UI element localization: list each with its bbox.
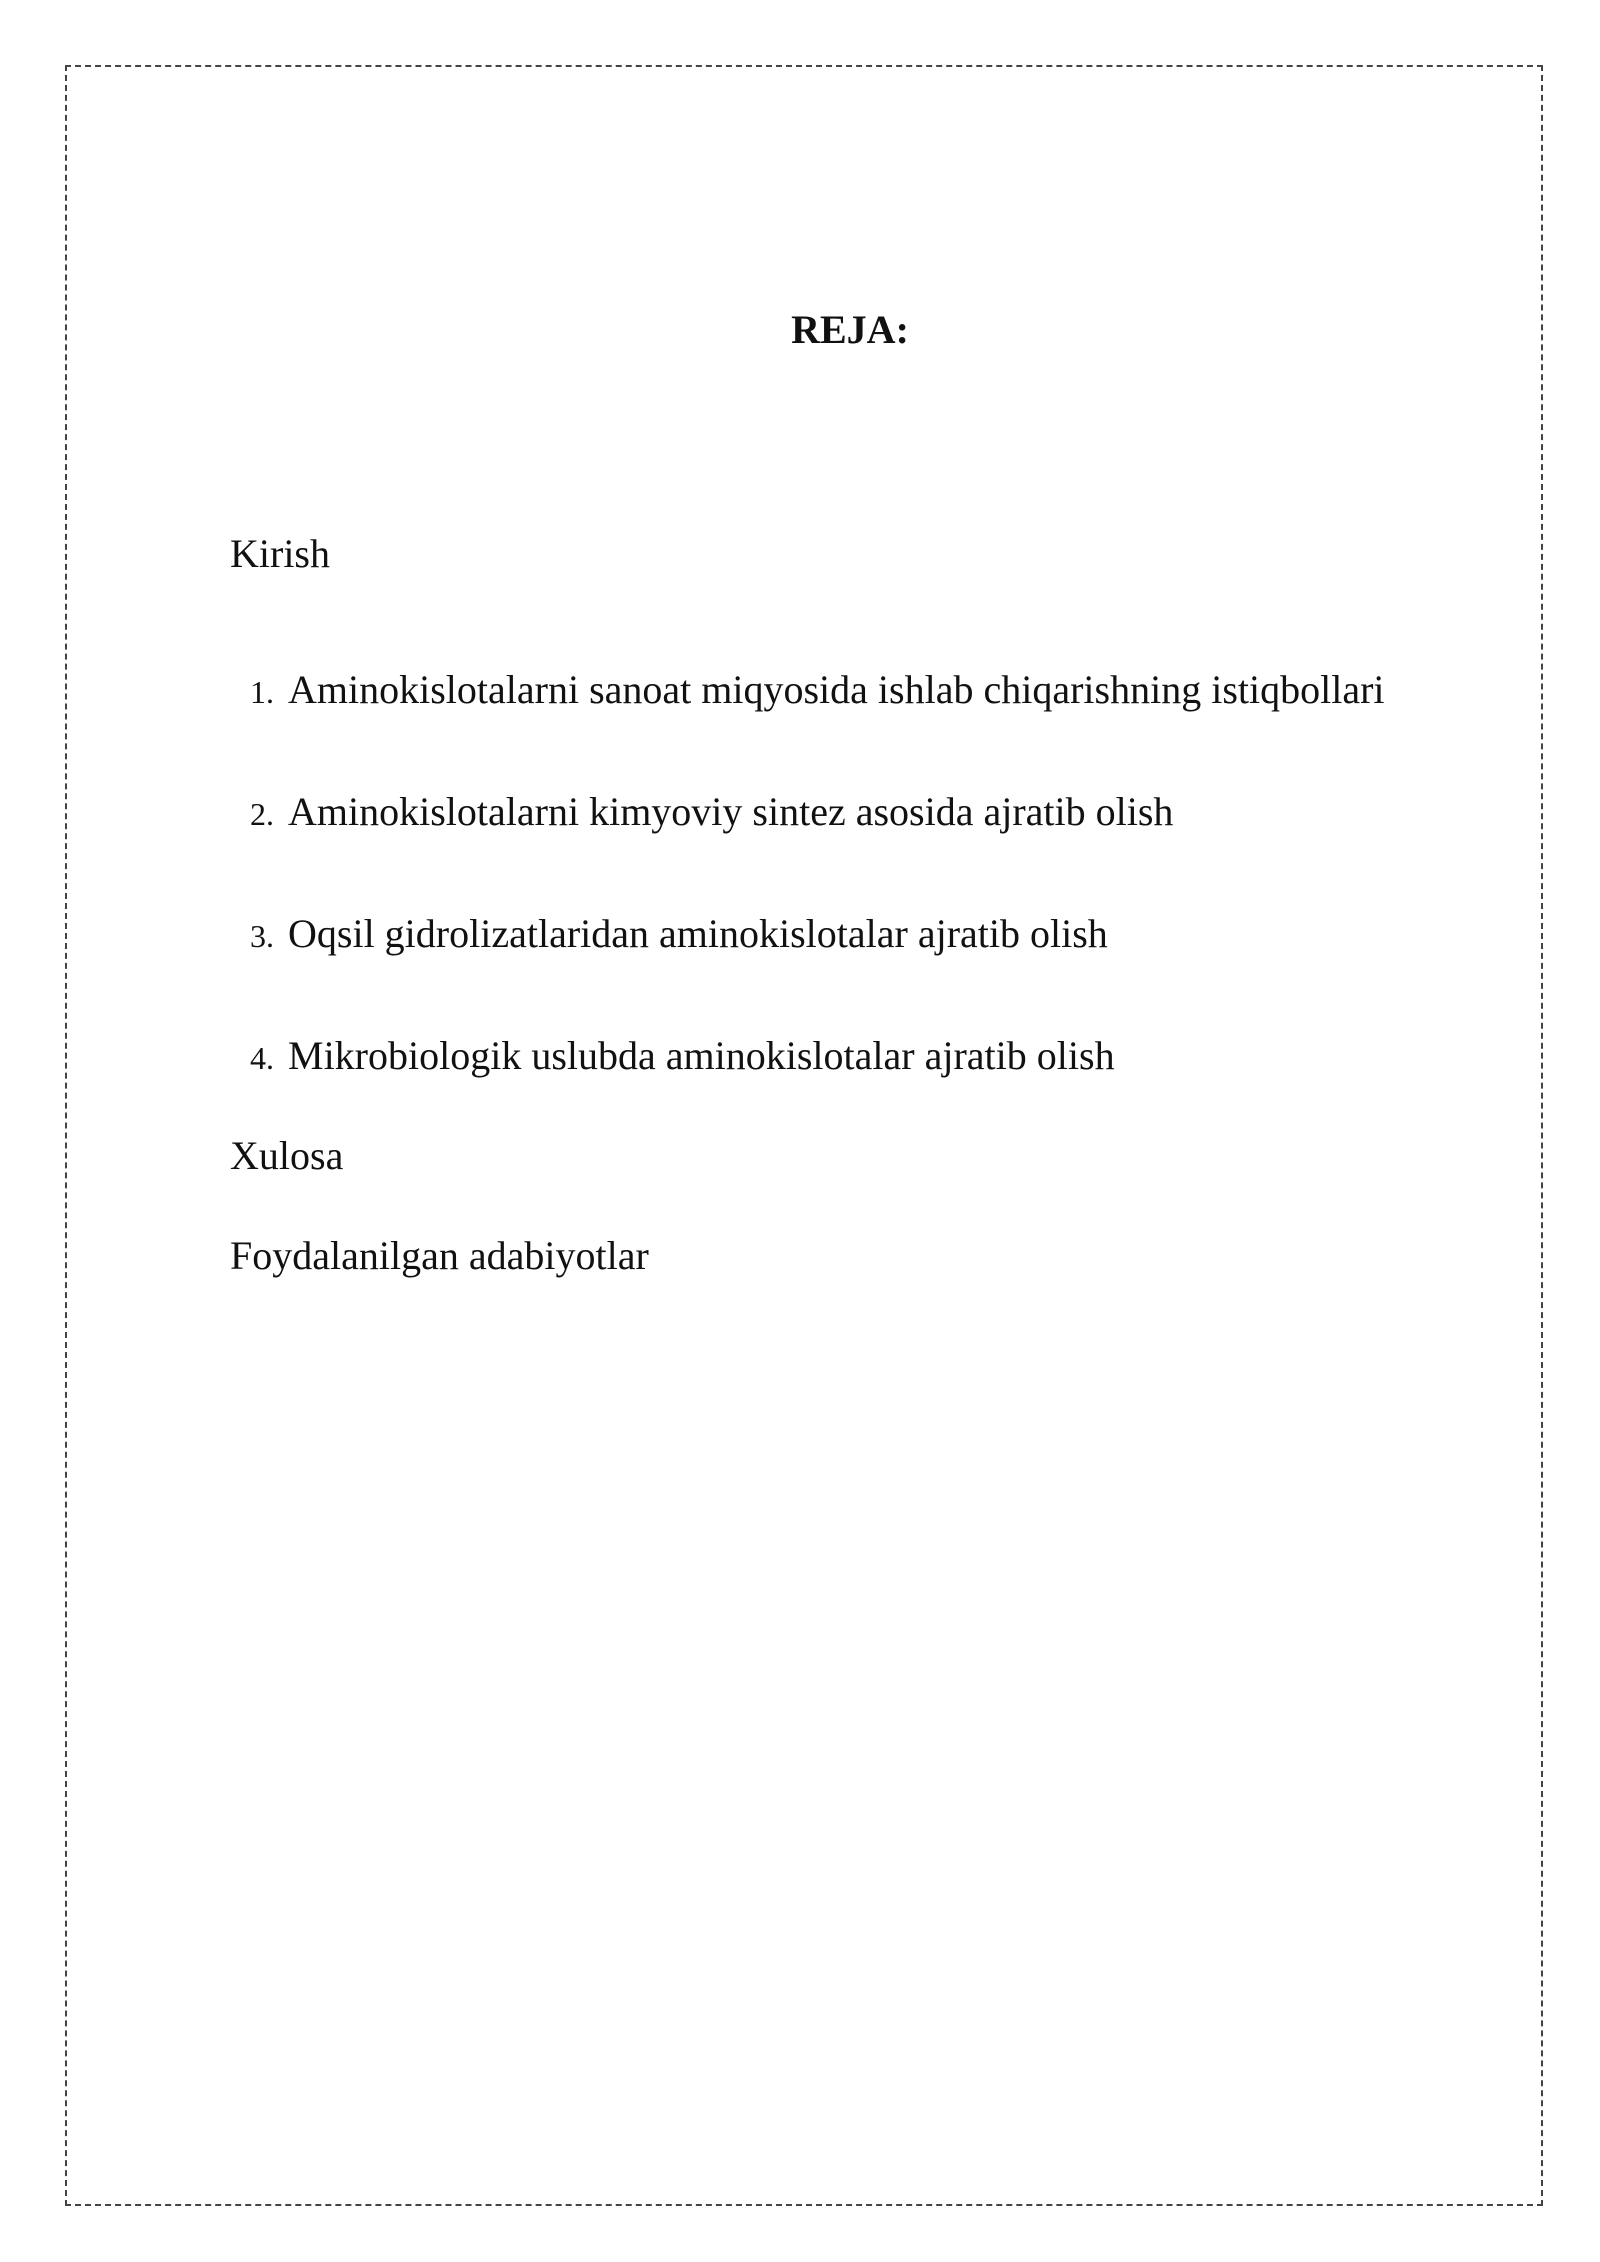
intro-line: Kirish — [230, 531, 330, 576]
list-item-number: 4. — [250, 1040, 274, 1076]
list-item-number: 2. — [250, 796, 274, 832]
references-line: Foydalanilgan adabiyotlar — [230, 1233, 649, 1278]
page-title: REJA: — [791, 307, 909, 352]
list-item-text: Aminokislotalarni kimyoviy sintez asosida ajratib olish — [288, 789, 1174, 834]
list-item-text: Aminokislotalarni sanoat miqyosida ishlab chiqarishning istiqbollari — [288, 667, 1385, 712]
list-item-3 — [250, 908, 1108, 962]
list-item-number: 3. — [250, 918, 274, 954]
list-item-number: 1. — [250, 674, 274, 710]
list-item-text: Oqsil gidrolizatlaridan aminokislotalar ajratib olish — [288, 911, 1108, 956]
list-item-text: Mikrobiologik uslubda aminokislotalar ajratib olish — [288, 1033, 1115, 1078]
list-item-4 — [250, 1030, 1115, 1084]
list-item-1 — [250, 664, 1385, 718]
conclusion-line: Xulosa — [230, 1133, 344, 1178]
list-item-2 — [250, 786, 1173, 840]
